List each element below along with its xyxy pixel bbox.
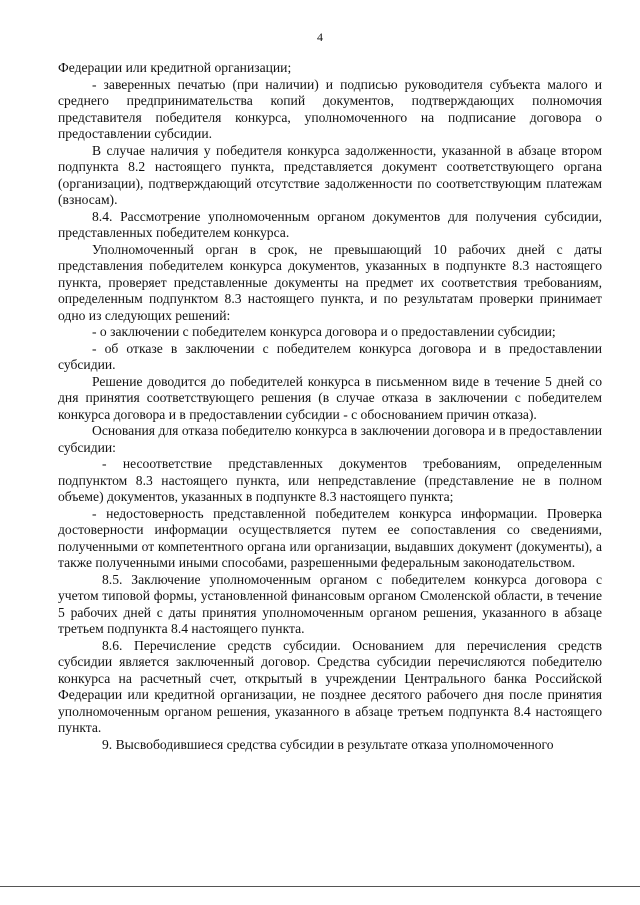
paragraph: - несоответствие представленных документов требованиям, определенным подпунктом 8.3 настоящего пункта, или непредставление (представление не в полном объеме) документов, указанных в подпункте 8.3 настоящего пункта;: [58, 456, 602, 504]
document-body: [58, 60, 602, 753]
paragraph: 9. Высвободившиеся средства субсидии в результате отказа уполномоченного: [102, 736, 554, 752]
paragraph: Решение доводится до победителей конкурса в письменном виде в течение 5 дней со дня принятия соответствующего решения (в случае отказа в заключении с победителем конкурса договора и в предоставлении субсидии - с обоснованием причин отказа).: [58, 373, 602, 422]
paragraph: - заверенных печатью (при наличии) и подписью руководителя субъекта малого и среднего предпринимательства копий документов, подтверждающих полномочия представителя победителя конкурса, уполномоченного на подписание договора о предоставлении субсидии.: [58, 76, 602, 141]
paragraph: - недостоверность представленной победителем конкурса информации. Проверка достоверности информации осуществляется путем ее сопоставления со сведениями, полученными от компетентного органа или организации, выдавших документ (документы), а также полученными иными способами, разрешенными федеральным законодательством.: [58, 505, 602, 570]
paragraph: Федерации или кредитной организации;: [58, 60, 292, 75]
paragraph: - о заключении с победителем конкурса договора и о предоставлении субсидии;: [92, 324, 556, 339]
paragraph: 8.5. Заключение уполномоченным органом с победителем конкурса договора с учетом типовой формы, установленной финансовым органом Смоленской области, в течение 5 рабочих дней с даты принятия уполномоченным органом решения, указанного в абзаце третьем подпункта 8.4 настоящего пункта.: [58, 571, 602, 636]
paragraph: 8.6. Перечисление средств субсидии. Основанием для перечисления средств субсидии является заключенный договор. Средства субсидии перечисляются победителю конкурса на расчетный счет, открытый в учреждении Центрального банка Российской Федерации или кредитной организации, не позднее десятого рабочего дня после принятия уполномоченным органом решения, указанного в абзаце третьем подпункта 8.4 настоящего пункта.: [58, 637, 602, 735]
paragraph: 8.4. Рассмотрение уполномоченным органом документов для получения субсидии, представленных победителем конкурса.: [58, 208, 602, 240]
page-number: 4: [317, 30, 323, 44]
paragraph: Уполномоченный орган в срок, не превышающий 10 рабочих дней с даты представления победителем конкурса документов, указанных в подпункте 8.3 настоящего пункта, проверяет представленные документы на предмет их соответствия требованиям, определенным подпунктом 8.3 настоящего пункта, и по результатам проверки принимает одно из следующих решений:: [58, 241, 602, 323]
paragraph: - об отказе в заключении с победителем конкурса договора и в предоставлении субсидии.: [58, 340, 602, 372]
page-bottom-rule: [0, 886, 640, 887]
paragraph: В случае наличия у победителя конкурса задолженности, указанной в абзаце втором подпункта 8.2 настоящего пункта, представляется документ соответствующего органа (организации), подтверждающий отсутствие задолженности по соответствующим платежам (взносам).: [58, 142, 602, 207]
paragraph: Основания для отказа победителю конкурса в заключении договора и в предоставлении субсидии:: [58, 423, 602, 455]
